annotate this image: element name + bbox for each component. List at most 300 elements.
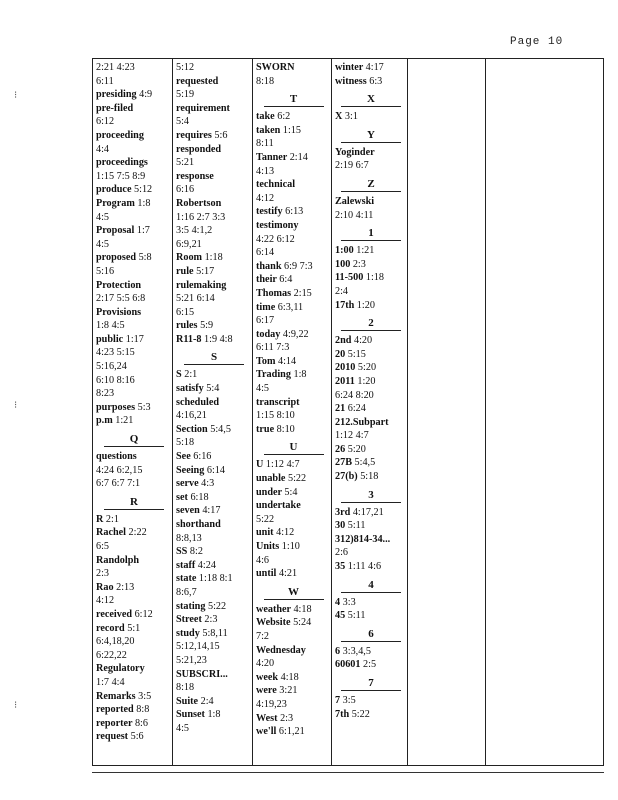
index-term: 11-500 <box>335 272 364 284</box>
page-line-refs: 5:21 6:14 <box>176 293 215 305</box>
page-line-refs: 1:8 <box>137 197 151 209</box>
index-term: request <box>96 731 129 743</box>
index-entry <box>96 581 172 595</box>
page-line-refs: 2:5 <box>363 659 377 671</box>
index-term: received <box>96 608 133 620</box>
section-rule <box>341 330 401 331</box>
index-entry <box>176 265 252 279</box>
index-entry <box>256 423 331 437</box>
page-line-refs: 3:5 4:1,2 <box>176 225 213 237</box>
index-entry <box>176 613 252 627</box>
page-line-refs: 6:10 8:16 <box>96 374 135 386</box>
index-term: set <box>176 491 188 503</box>
page-line-refs: 5:18 <box>176 437 195 449</box>
page-line-refs: 6:24 8:20 <box>335 389 374 401</box>
index-term: Seeing <box>176 464 205 476</box>
page-line-refs: 6:12 <box>96 116 115 128</box>
section-letter: 6 <box>368 627 374 640</box>
index-entry <box>335 348 407 362</box>
index-entry <box>256 219 331 233</box>
page-line-refs: 1:9 4:8 <box>204 333 233 345</box>
index-entry <box>256 314 331 328</box>
index-entry <box>96 635 172 649</box>
section-rule <box>341 240 401 241</box>
index-term: Units <box>256 541 280 552</box>
page-line-refs: 6:3,11 <box>277 301 304 313</box>
column-divider <box>172 59 173 765</box>
index-section-header <box>335 226 407 241</box>
page-line-refs: 4:14 <box>278 355 297 367</box>
index-term: Yoginder <box>335 146 375 158</box>
index-term: their <box>256 274 277 286</box>
index-entry <box>335 195 407 209</box>
page-line-refs: 5:15 <box>347 348 366 360</box>
index-entry <box>96 513 172 527</box>
index-entry <box>256 671 331 685</box>
index-entry <box>256 458 331 472</box>
index-entry <box>176 183 252 197</box>
index-entry <box>176 436 252 450</box>
page-line-refs: 2:17 5:5 6:8 <box>96 293 146 305</box>
page-line-refs: 2:14 <box>289 151 308 163</box>
index-term: state <box>176 573 197 585</box>
index-section-header <box>256 440 331 455</box>
page-line-refs: 6:14 <box>206 464 225 476</box>
index-section-header <box>96 432 172 447</box>
section-letter: W <box>288 585 299 598</box>
index-entry <box>335 609 407 623</box>
index-entry <box>176 627 252 641</box>
index-entry <box>96 224 172 238</box>
index-term: proceeding <box>96 129 144 141</box>
index-term: produce <box>96 184 132 196</box>
index-entry <box>96 387 172 401</box>
page-line-refs: 4:22 6:12 <box>256 233 295 245</box>
page-line-refs: 8:8,13 <box>176 532 202 544</box>
index-entry <box>96 662 172 676</box>
page-line-refs: 3:3,4,5 <box>342 645 371 657</box>
page-line-refs: 6:13 <box>285 206 304 218</box>
column-divider <box>92 59 93 765</box>
page-line-refs: 1:11 4:6 <box>347 561 382 573</box>
page-line-refs: 6:15 <box>176 306 195 318</box>
index-entry <box>176 518 252 532</box>
page-line-refs: 2:1 <box>184 369 198 381</box>
index-entry <box>96 170 172 184</box>
page-line-refs: 2:3 <box>280 712 294 724</box>
index-entry <box>335 470 407 484</box>
section-letter: R <box>130 495 138 508</box>
index-entry <box>256 368 331 382</box>
section-rule <box>264 106 324 107</box>
index-entry <box>96 211 172 225</box>
column-divider <box>407 59 408 765</box>
margin-mark: ⁝ <box>14 90 18 101</box>
index-term: X <box>335 111 343 123</box>
section-rule <box>184 364 244 365</box>
page-line-refs: 4:5 <box>256 383 270 395</box>
index-entry <box>335 146 407 160</box>
index-term: Regulatory <box>96 663 145 675</box>
page-line-refs: 5:22 <box>288 473 307 485</box>
index-term: SS <box>176 546 188 558</box>
index-term: under <box>256 486 282 498</box>
index-entry <box>335 506 407 520</box>
index-entry <box>176 333 252 347</box>
page-line-refs: 5:9 <box>200 320 214 332</box>
index-entry <box>176 129 252 143</box>
index-term: responded <box>176 143 222 155</box>
index-entry <box>176 545 252 559</box>
index-term: proceedings <box>96 157 148 169</box>
index-term: purposes <box>96 401 136 413</box>
index-entry <box>335 258 407 272</box>
index-entry <box>256 396 331 410</box>
index-entry <box>96 346 172 360</box>
index-entry <box>256 192 331 206</box>
index-entry <box>256 260 331 274</box>
page-line-refs: 5:4,5 <box>354 457 376 469</box>
index-entry <box>256 273 331 287</box>
section-rule <box>341 641 401 642</box>
index-entry <box>176 464 252 478</box>
index-term: seven <box>176 505 200 517</box>
index-term: study <box>176 627 200 639</box>
index-entry <box>96 129 172 143</box>
index-term: Thomas <box>256 287 292 299</box>
index-entry <box>96 333 172 347</box>
index-entry <box>256 616 331 630</box>
page-line-refs: 2:4 <box>335 285 349 297</box>
page-line-refs: 5:4,5 <box>210 423 231 435</box>
page-line-refs: 6:3 <box>369 75 383 87</box>
index-entry <box>96 594 172 608</box>
index-term: unit <box>256 527 274 539</box>
index-entry <box>335 271 407 285</box>
index-entry <box>176 477 252 491</box>
index-entry <box>96 102 172 116</box>
index-entry <box>256 233 331 247</box>
index-term: satisfy <box>176 383 204 395</box>
index-term: unable <box>256 473 286 485</box>
index-entry <box>96 360 172 374</box>
index-term: 7th <box>335 708 350 720</box>
section-rule <box>341 191 401 192</box>
index-term: Wednesday <box>256 644 306 656</box>
index-term: Rachel <box>96 527 126 539</box>
page-line-refs: 3:21 <box>279 685 298 697</box>
index-term: public <box>96 333 124 345</box>
index-term: winter <box>335 62 364 73</box>
index-term: requires <box>176 129 212 141</box>
index-entry <box>335 299 407 313</box>
page-line-refs: 6:16 <box>193 451 212 463</box>
column-divider <box>252 59 253 765</box>
index-term: week <box>256 671 279 683</box>
index-entry <box>335 110 407 124</box>
index-entry <box>96 450 172 464</box>
index-entry <box>256 486 331 500</box>
page-line-refs: 4:9 <box>139 89 153 101</box>
index-term: true <box>256 423 275 435</box>
index-term: Section <box>176 423 208 435</box>
page-line-refs: 4:12 <box>276 527 295 539</box>
index-term: See <box>176 451 191 463</box>
index-entry <box>335 402 407 416</box>
page-line-refs: 4:3 <box>201 478 215 490</box>
page-line-refs: 6:4 <box>279 274 293 286</box>
index-term: time <box>256 301 276 313</box>
index-entry <box>176 559 252 573</box>
index-entry <box>176 586 252 600</box>
index-entry <box>256 513 331 527</box>
page-line-refs: 2:3 <box>204 614 218 626</box>
section-rule <box>341 106 401 107</box>
index-entry <box>176 115 252 129</box>
section-rule <box>341 502 401 503</box>
index-term: 4 <box>335 596 341 608</box>
page-line-refs: 1:16 2:7 3:3 <box>176 211 226 223</box>
index-entry <box>176 170 252 184</box>
index-entry <box>176 600 252 614</box>
index-entry <box>176 238 252 252</box>
index-term: reporter <box>96 717 133 729</box>
index-entry <box>96 703 172 717</box>
index-term: 26 <box>335 443 346 455</box>
page-line-refs: 4:12 <box>256 192 275 204</box>
index-term: were <box>256 685 277 697</box>
page-line-refs: 2:3 <box>96 568 110 580</box>
page-line-refs: 5:6 <box>214 129 228 141</box>
index-term: Randolph <box>96 554 140 566</box>
index-section-header <box>335 676 407 691</box>
page-line-refs: 6:2 <box>277 111 291 123</box>
index-entry <box>176 722 252 736</box>
index-entry <box>256 328 331 342</box>
index-entry <box>176 396 252 410</box>
page-line-refs: 5:21 <box>176 157 195 169</box>
index-entry <box>176 75 252 89</box>
section-letter: Q <box>129 433 139 446</box>
page-line-refs: 1:18 <box>365 272 384 284</box>
index-entry <box>96 622 172 636</box>
index-entry <box>176 708 252 722</box>
page-line-refs: 3:3 <box>342 596 356 608</box>
section-letter: 7 <box>368 677 374 689</box>
index-term: 45 <box>335 610 346 622</box>
section-letter: T <box>289 93 298 106</box>
index-entry <box>96 88 172 102</box>
index-term: rule <box>176 265 194 277</box>
index-entry <box>256 409 331 423</box>
index-term: take <box>256 111 275 123</box>
page-line-refs: 4:5 <box>96 211 110 223</box>
page-line-refs: 5:22 <box>207 600 227 612</box>
index-column-3 <box>256 61 331 765</box>
column-divider <box>331 59 332 765</box>
index-term: 27(b) <box>335 471 358 483</box>
index-entry <box>335 75 407 89</box>
page-line-refs: 6:11 7:3 <box>256 342 290 354</box>
index-entry <box>176 423 252 437</box>
page-line-refs: 5:12 <box>176 62 195 73</box>
index-entry <box>176 88 252 102</box>
page-line-refs: 5:16 <box>96 265 115 277</box>
index-term: thank <box>256 260 282 272</box>
index-term: Remarks <box>96 690 136 702</box>
page-line-refs: 1:7 4:4 <box>96 676 125 688</box>
page-line-refs: 2:22 <box>128 527 147 539</box>
page-line-refs: 2:15 <box>293 287 312 299</box>
index-entry <box>96 401 172 415</box>
index-term: Tanner <box>256 151 288 163</box>
index-entry <box>96 374 172 388</box>
page-line-refs: 8:6,7 <box>176 586 197 598</box>
index-term: Website <box>256 617 291 629</box>
index-term: 312)814-34... <box>335 533 391 545</box>
index-entry <box>176 409 252 423</box>
index-entry <box>96 156 172 170</box>
index-term: undertake <box>256 500 301 512</box>
page-line-refs: 4:5 <box>176 722 190 734</box>
page-line-refs: 4:17 <box>202 505 221 517</box>
page-line-refs: 4:17 <box>365 62 384 73</box>
section-letter: 2 <box>368 317 374 330</box>
page-line-refs: 5:24 <box>293 617 312 629</box>
section-rule <box>104 509 164 510</box>
index-entry <box>335 209 407 223</box>
index-entry <box>256 725 331 739</box>
index-entry <box>256 61 331 75</box>
index-entry <box>176 156 252 170</box>
page-line-refs: 2:10 4:11 <box>335 209 374 221</box>
page-line-refs: 1:21 <box>115 415 134 427</box>
index-section-header <box>335 92 407 107</box>
index-entry <box>256 554 331 568</box>
section-rule <box>104 446 164 447</box>
page-line-refs: 5:22 <box>256 513 275 525</box>
index-section-header <box>96 495 172 510</box>
page-line-refs: 6:14 <box>256 247 275 259</box>
page-line-refs: 1:12 4:7 <box>265 459 300 471</box>
page-line-refs: 1:8 4:5 <box>96 320 125 332</box>
index-entry <box>256 137 331 151</box>
index-entry <box>176 143 252 157</box>
index-entry <box>176 292 252 306</box>
index-term: until <box>256 568 277 580</box>
page-line-refs: 5:11 <box>347 610 366 622</box>
section-rule <box>264 454 324 455</box>
page-line-refs: 5:12 <box>134 184 153 196</box>
page-line-refs: 2:13 <box>116 581 135 593</box>
column-divider <box>603 59 604 765</box>
index-entry <box>256 540 331 554</box>
page-line-refs: 1:20 <box>356 299 375 311</box>
index-entry <box>256 698 331 712</box>
index-entry <box>96 183 172 197</box>
index-entry <box>335 658 407 672</box>
index-entry <box>335 443 407 457</box>
page-line-refs: 8:6 <box>134 717 148 729</box>
index-term: U <box>256 459 264 471</box>
index-entry <box>335 285 407 299</box>
index-column-2 <box>176 61 252 765</box>
page-line-refs: 6:1,21 <box>278 726 305 738</box>
index-section-header <box>256 585 331 600</box>
page-line-refs: 4:18 <box>280 671 299 683</box>
index-term: questions <box>96 451 137 463</box>
section-rule <box>341 592 401 593</box>
page-line-refs: 8:18 <box>176 682 195 694</box>
index-entry <box>176 279 252 293</box>
index-entry <box>256 341 331 355</box>
index-term: technical <box>256 179 296 191</box>
index-entry <box>256 205 331 219</box>
index-entry <box>335 546 407 560</box>
index-term: scheduled <box>176 396 220 408</box>
index-entry <box>256 630 331 644</box>
index-entry <box>96 608 172 622</box>
index-term: proposed <box>96 252 137 264</box>
page-line-refs: 1:18 <box>204 252 223 264</box>
page-line-refs: 4:21 <box>278 568 298 580</box>
index-entry <box>256 712 331 726</box>
index-term: taken <box>256 124 281 136</box>
page-line-refs: 6:9 7:3 <box>284 260 313 272</box>
index-term: 20 <box>335 348 346 360</box>
page-line-refs: 6:12 <box>134 608 153 620</box>
index-term: Tom <box>256 355 276 367</box>
index-entry <box>96 197 172 211</box>
index-entry <box>176 197 252 211</box>
section-letter: Y <box>367 128 375 141</box>
page-line-refs: 2:3 <box>352 258 366 270</box>
page-line-refs: 1:8 <box>293 369 307 381</box>
index-term: Proposal <box>96 225 135 237</box>
index-entry <box>256 124 331 138</box>
page-line-refs: 5:4 <box>176 116 190 128</box>
page-line-refs: 5:12,14,15 <box>176 641 220 653</box>
page-line-refs: 1:20 <box>357 375 376 387</box>
page-line-refs: 4:9,22 <box>282 328 309 340</box>
index-term: weather <box>256 603 291 615</box>
page-line-refs: 1:8 <box>207 709 221 721</box>
index-section-header <box>335 578 407 593</box>
index-entry <box>335 389 407 403</box>
index-entry <box>176 640 252 654</box>
page-line-refs: 1:10 <box>281 541 300 552</box>
index-term: 2nd <box>335 335 352 347</box>
page-line-refs: 3:5 <box>342 695 356 706</box>
page-line-refs: 2:6 <box>335 547 349 559</box>
page-line-refs: 1:7 <box>136 225 150 237</box>
index-entry <box>335 596 407 610</box>
index-entry <box>176 251 252 265</box>
index-entry <box>335 694 407 708</box>
index-entry <box>176 532 252 546</box>
index-section-header <box>256 92 331 107</box>
index-term: requirement <box>176 102 230 114</box>
index-term: Rao <box>96 581 114 593</box>
index-entry <box>176 668 252 682</box>
section-letter: U <box>289 441 298 454</box>
page-line-refs: 5:8,11 <box>202 627 228 639</box>
page-line-refs: 5:8 <box>138 252 152 264</box>
index-term: testimony <box>256 219 299 231</box>
page-line-refs: 5:19 <box>176 89 195 101</box>
section-rule <box>264 599 324 600</box>
index-entry <box>96 526 172 540</box>
